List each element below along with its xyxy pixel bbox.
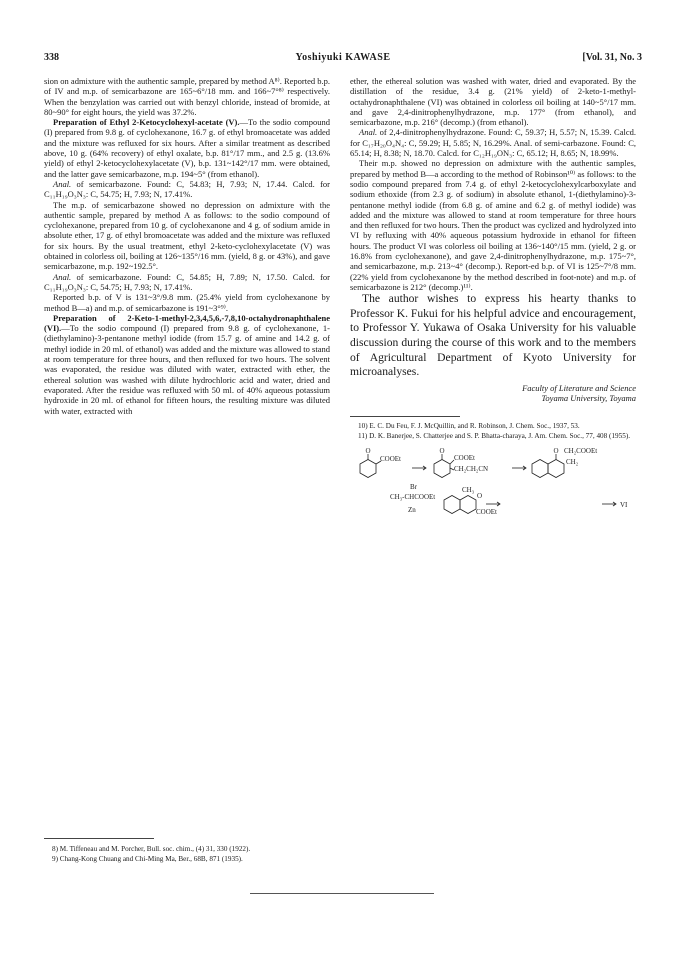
bottom-rule [250,893,434,894]
left-paragraph [44,179,330,200]
ring-5 [444,495,460,513]
oxygen-label-2: O [439,446,445,455]
left-paragraph [44,272,330,293]
page-number: 338 [44,52,59,63]
running-title: Yoshiyuki KAWASE [295,52,391,63]
paragraph-text: Reported b.p. of V is 131~3°/9.8 mm. (25.4% yield from cyclohexanone by method B—a) and m.p. of semicarbazone is 191~3°⁹⁾. [44,292,330,313]
section-heading: Preparation of Ethyl 2-Ketocyclohexyl-acetate (V). [53,117,240,128]
analysis-label: Anal. [359,127,378,138]
left-paragraph [44,76,330,117]
bromo-label: Br [410,482,417,491]
footnote-11: 11) D. K. Banerjee, S. Chatterjee and S. P. Bhatta-charaya, J. Am. Chem. Soc., 77, 408 (1955). [358,432,631,441]
acknowledgment: The author wishes to express his hearty thanks to Professor K. Fukui for his helpful advice and encouragement, to Professor Y. Yukawa of Osaka University for his valuable discussion during the course of this work and to the members of Agricultural Department of Kyoto University for microanalyses. [350,292,636,379]
paragraph-text: Their m.p. showed no depression on admixture with the authentic samples, prepared by method B—a according to the method of Robinson¹⁰⁾ as follows: to the sodio compound prepared from 7.4 g. of ethyl 2-ketocyclohexylcarboxylate and sodium ethoxide (from 2.3 g. of sodium) in absolute ethanol, 1-(diethylamino)-3-pentanone methyl iodide (from 6.8 g. of amine and 6.2 g. of methyl iodide) was added and the mixture was allowed to stand at room temperature for three hours and then refluxed for two hours. Then the product was cyclized and hydrolyzed into VI by refluxing with 40% aqueous potassium hydroxide in ethanol for fifteen hours. The product VI was colorless oil boiling at 136~140°/15 mm. (yield, 2 g. or 16.8% from cyclohexanone), and gave 2,4-dinitrophenylhydrazone, m.p. 175~7°, and semicarbazone, m.p. 213~4° (decomp.). Report-ed b.p. of VI is 125~7°/8 mm. (22% yield from cyclohexanone by the method described in foot-note) and m.p. of semicarbazone is 212° (decomp.)¹¹⁾. [350,158,636,292]
left-paragraph [44,117,330,179]
paragraph-text: —To the sodio compound (I) prepared from 9.8 g. of cyclohexanone, 1-(diethylamino)-3-pentanone methyl iodide (from 15.7 g. of amine and 14.2 g. of methyl iodide in 20 ml. of ethanol) was added and the mixture was allowed to stand at room temperature for three hours, and then refluxed for two hours. The solvent was evaporated, the residue was diluted with water, extracted with ether, the ethereal solution was washed with dilute hydrochloric acid and water, dried and evaporated. After the residue was refluxed with 50 ml. of 40% aqueous potassium hydroxide in 20 ml. of ethanol for fifteen hours, the resulting mixture was diluted with water, extracted with [44,323,330,416]
footnotes-left [44,845,330,866]
running-header [44,52,642,68]
paragraph-text: of semicarbazone. Found: C, 54.83; H, 7.93; N, 17.44. Calcd. for C₁₁H₁₉O₃N₃: C, 54.75; H, 7.93; N, 17.41%. [44,178,330,200]
substituent-label-3a: CH₂COOEt [564,446,598,455]
methyl-label: CH₃ [462,485,475,494]
footnotes-right [350,422,636,442]
substituent-label-2a: COOEt [454,453,475,462]
section-heading: Preparation of 2-Keto-1-methyl-2,3,4,5,6,-7,8,10-octahydronaphthalene (VI). [44,312,330,334]
paragraph-text: of 2,4-dinitrophenylhydrazone. Found: C, 59.37; H, 5.57; N, 15.39. Calcd. for C₁₇H₂₀O₄N₄: C, 59.29; H, 5.85; N, 16.29%. Anal. of semi-carbazone. Found: C, 65.14; H, 8.38; N, 18.70. Calcd. for C₁₂H₁₉ON₃: C, 65.12; H, 8.65; N, 18.99%. [350,127,636,159]
analysis-label: Anal. [53,178,72,189]
reagent-label: CH₃-CHCOOEt [390,492,436,501]
reaction-scheme-svg [350,446,636,516]
right-column [350,76,636,518]
right-column-body [350,76,636,292]
paragraph-text: ether, the ethereal solution was washed with water, dried and evaporated. By the distillation of the residue, 3.4 g. (21% yield) of 2-keto-1-methyl-octahydronaphthalene (VI) was obtained in colorless oil boiling at 140~5°/17 mm. and gave 2,4-dinitrophenylhydrazone, m.p. 177° (from ethanol), and semicarbazone, m.p. 216° (decomp.) (from ethanol). [350,76,636,128]
zinc-label: Zn [408,505,416,514]
ring-6 [460,495,476,513]
footnote-8: 8) M. Tiffeneau and M. Porcher, Bull. soc. chim., (4) 31, 330 (1922). [52,845,251,853]
left-column [44,76,330,416]
oxygen-label-4: O [477,491,483,500]
substituent-label-3b: CH₂ [566,457,579,466]
ring-1 [360,459,376,477]
right-paragraph [350,76,636,127]
paragraph-text: The m.p. of semicarbazone showed no depression on admixture with the authentic sample, prepared by method A as follows: to the sodio compound of cyclohexanone, prepared from 10 g. of cyclohexanone and 4 g. of sodium amide in absolute ether, 17 g. of ethyl bromoacetate was added and the mixture was refluxed for six hours. By the usual treatment, ethyl 2-keto-cyclohexylacetate (V) was obtained in colorless oil, boiling at 126~135°/16 mm. (yield, 8 g. or 43%), and gave semicarbazone, m.p. 192~192.5°. [44,199,330,272]
footnote-rule-left [44,838,154,839]
ring-4 [548,459,564,477]
affiliation-line-1: Faculty of Literature and Science [522,382,636,393]
reaction-scheme [350,446,636,518]
footnote-rule-right [350,416,460,417]
footnote-10: 10) E. C. Du Feu, F. J. McQuillin, and R. Robinson, J. Chem. Soc., 1937, 53. [358,421,580,430]
paragraph-text: —To the sodio compound (I) prepared from 9.8 g. of cyclohexanone, 16.7 g. of ethyl bromoacetate was added and the mixture was refluxed for six hours. After a similar treatment as described above, 10 g. (64% recovery) of ethyl oxalate, b.p. 81°/17 mm., and 2.5 g. (13.6% yield) of ethyl 2-ketocyclohexylacetate (V), b.p. 131~142°/17 mm. were obtained, and the latter gave semicarbazone, m.p. 194~5° (from ethanol). [44,117,330,179]
substituent-label-2b: CH₂CH₂CN [454,464,489,473]
oxygen-label-1: O [365,446,371,455]
volume-label: [Vol. 31, No. 3 [582,52,642,63]
analysis-label: Anal. [53,271,72,282]
left-paragraph [44,200,330,272]
ring-2 [434,459,450,477]
ring-3 [532,459,548,477]
left-paragraph [44,313,330,416]
right-paragraph [350,127,636,158]
footnote-9: 9) Chang-Kong Chuang and Chi-Ming Ma, Ber., 68B, 871 (1935). [52,855,243,864]
affiliation-line-2: Toyama University, Toyama [541,393,636,404]
right-paragraph [350,158,636,292]
paragraph-text: sion on admixture with the authentic sample, prepared by method A⁸⁾. Reported b.p. of IV and m.p. of semicarbazone are 165~6°/18 mm. and 166~7°⁸⁾ respectively. When the benzylation was carried out with benzyl chloride, instead of bromide, at 80~90° for eight hours, the yield was 37.2%. [44,76,330,117]
product-label: VI [620,500,628,509]
left-paragraph [44,292,330,313]
oxygen-label-3: O [553,446,559,455]
paragraph-text: of semicarbazone. Found: C, 54.85; H, 7.89; N, 17.50. Calcd. for C₁₁H₁₉O₃N₃: C, 54.75; H, 7.93; N, 17.41%. [44,271,330,292]
substituent-label-1: COOEt [380,454,401,463]
affiliation [350,383,636,404]
substituent-label-4: COOEt [476,507,497,516]
